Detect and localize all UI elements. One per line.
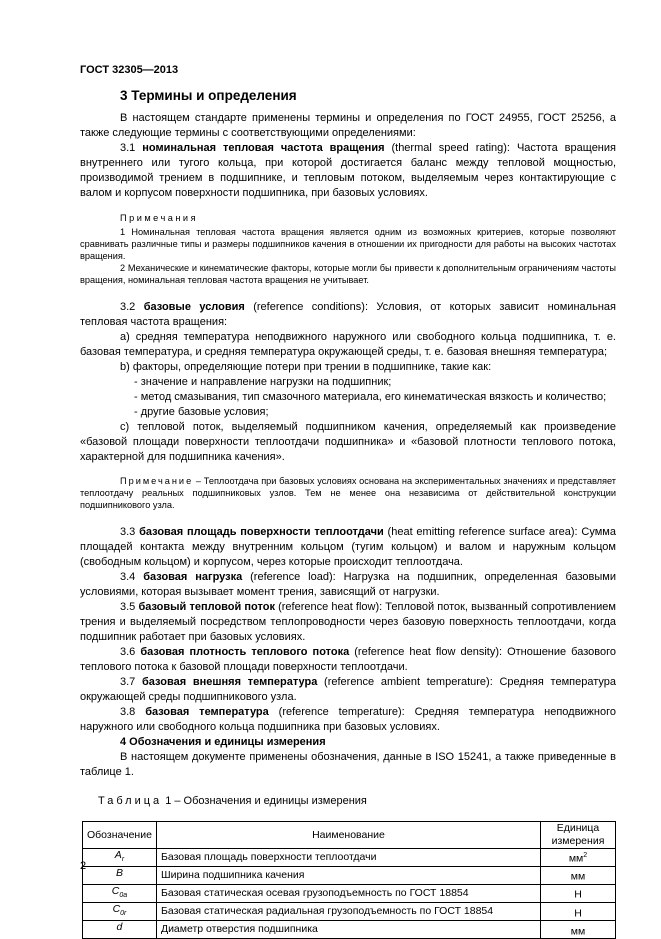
table-row [83,849,616,867]
term-3-3: 3.3 базовая площадь поверхности теплоотдачи (heat emitting reference surface area): Сумма площадей контакта между внутренним кольцом (тугим кольцом) и валом и наружным кольцом (свободным кольцом) и корпусом, через которые происходит теплоотдача. [80,526,616,568]
notes-heading: Примечания [120,213,199,223]
cell-unit: $мм^2$ [541,849,616,867]
term-3-4: 3.4 базовая нагрузка (reference load): Нагрузка на подшипник, определенная базовыми условиями, которая вызывает момент трения, зависящий от нагрузки. [80,571,616,598]
col-header-symbol: Обозначение [83,822,157,849]
col-header-name: Наименование [156,822,540,849]
intro-paragraph: В настоящем стандарте применены термины и определения по ГОСТ 24955, ГОСТ 25256, а также следующие термины с соответствующими определениями: [80,112,616,139]
cell-name: Диаметр отверстия подшипника [156,921,540,939]
cell-symbol: $C_{0a}$ [83,885,157,903]
table-row [83,885,616,903]
document-header: ГОСТ 32305—2013 [80,64,179,76]
term-3-2-dash-2: - метод смазывания, тип смазочного материала, его кинематическая вязкость и количество; [134,391,607,403]
page-number: 2 [80,860,87,872]
term-3-2: 3.2 базовые условия (reference conditions): Условия, от которых зависит номинальная тепловая частота вращения: [80,301,616,328]
cell-symbol: $C_{0r}$ [83,903,157,921]
table-row [83,867,616,885]
section-3-title: 3 Термины и определения [120,88,297,103]
note-3-2: Примечание – Теплоотдача при базовых условиях основана на экспериментальных значениях и представляет теплоотдачу реальных подшипниковых узлов. Тем не менее она независима от действительной конструкции подшипникового узла. [80,476,616,510]
term-3-6: 3.6 базовая плотность теплового потока (reference heat flow density): Отношение базового теплового потока к базовой площади поверхности теплоотдачи. [80,646,616,673]
cell-symbol: d [83,921,157,939]
cell-unit: Н [541,903,616,921]
cell-name: Базовая площадь поверхности теплоотдачи [156,849,540,867]
table-header-row [83,822,616,849]
col-header-unit: Единица измерения [541,822,616,849]
cell-unit: мм [541,867,616,885]
term-3-1: 3.1 номинальная тепловая частота вращения (thermal speed rating): Частота вращения внутреннего или тугого кольца, при которой достигается баланс между тепловой мощностью, производимой трением в подшипнике, и тепловым потоком, выделяемым через контактирующие с валом и корпусом поверхности подшипника, при базовых условиях. [80,142,616,199]
table-row [83,921,616,939]
section-4-title: 4 Обозначения и единицы измерения [120,736,326,748]
symbols-table [82,821,616,939]
table-row [83,903,616,921]
term-3-7: 3.7 базовая внешняя температура (reference ambient temperature): Средняя температура окружающей среды подшипникового узла. [80,676,616,703]
cell-symbol: $A_r$ [83,849,157,867]
term-3-2-item-c: с) тепловой поток, выделяемый подшипником качения, определяемый как произведение «базовой площади поверхности теплоотдачи подшипника» и «базовой плотности теплового потока, характерной для подшипника качения». [80,421,616,463]
cell-name: Ширина подшипника качения [156,867,540,885]
page-body [80,88,616,939]
cell-unit: Н [541,885,616,903]
term-3-2-dash-1: - значение и направление нагрузки на подшипник; [134,376,392,388]
section-4-text: В настоящем документе применены обозначения, данные в ISO 15241, а также приведенные в таблице 1. [80,751,616,778]
term-3-2-item-a: а) средняя температура неподвижного наружного или свободного кольца подшипника, т. е. базовая температура, и средняя температура окружающей среды, т. е. базовая внешняя температура; [80,331,616,358]
note-1: 1 Номинальная тепловая частота вращения является одним из возможных критериев, которые позволяют сравнивать различные типы и размеры подшипников качения в отношении их пригодности для работы на высоких частотах вращения. [80,227,616,261]
term-3-5: 3.5 базовый тепловой поток (reference heat flow): Тепловой поток, вызванный сопротивлением трения и выделяемый посредством теплопроводности через базовую поверхность теплоотдачи, когда подшипник работает при базовых условиях. [80,601,616,643]
term-3-2-item-b: b) факторы, определяющие потери при трении в подшипнике, такие как: [120,361,492,373]
term-3-2-dash-3: - другие базовые условия; [134,406,269,418]
note-2: 2 Механические и кинематические факторы, которые могли бы привести к дополнительным ограничениям частоты вращения, номинальная тепловая частота вращения не учитывает. [80,263,616,285]
term-3-8: 3.8 базовая температура (reference temperature): Средняя температура неподвижного наружного или свободного кольца подшипника при базовых условиях. [80,706,616,733]
cell-unit: мм [541,921,616,939]
cell-symbol: B [83,867,157,885]
table-body [83,849,616,939]
cell-name: Базовая статическая радиальная грузоподъемность по ГОСТ 18854 [156,903,540,921]
cell-name: Базовая статическая осевая грузоподъемность по ГОСТ 18854 [156,885,540,903]
table-caption: Таблица 1 – Обозначения и единицы измерения [98,795,367,807]
